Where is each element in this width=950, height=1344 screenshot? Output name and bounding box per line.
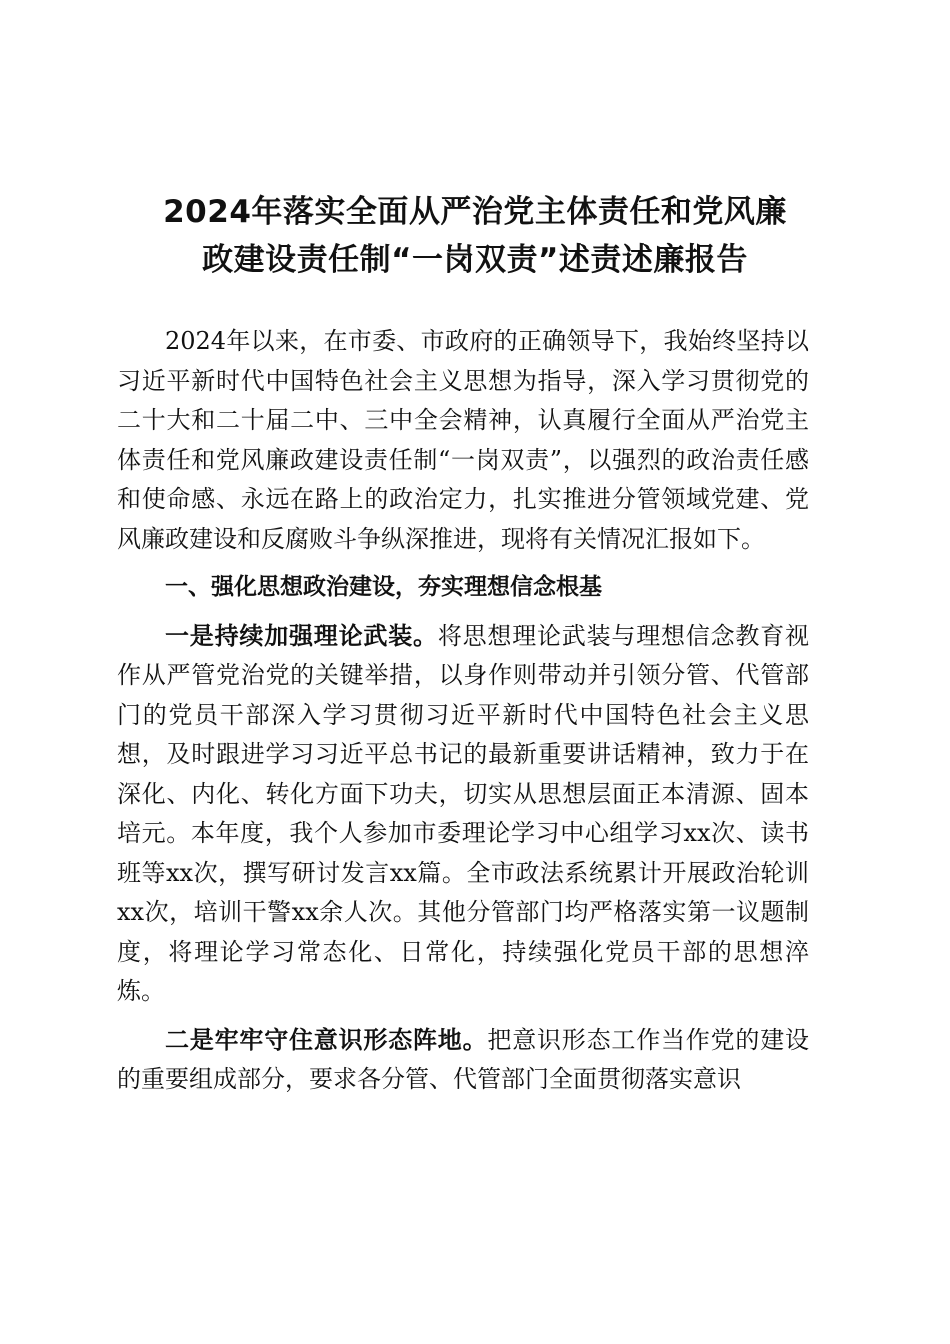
paragraph-text: 将思想理论武装与理想信念教育视作从严管党治党的关键举措，以身作则带动并引领分管、代管部门的党员干部深入学习贯彻习近平新时代中国特色社会主义思想，及时跟进学习习近平总书记的最新重要讲话精神，致力于在深化、内化、转化方面下功夫，切实从思想层面正本清源、固本培元。本年度，我个人参加市委理论学习中心组学习xx次、读书班等xx次，撰写研讨发言xx篇。全市政法系统累计开展政治轮训xx次，培训干警xx余人次。其他分管部门均严格落实第一议题制度，将理论学习常态化、日常化，持续强化党员干部的思想淬炼。 (117, 621, 810, 1005)
paragraph-lead: 二是牢牢守住意识形态阵地。 (165, 1025, 488, 1054)
title-line-2: 政建设责任制“一岗双责”述责述廉报告 (202, 242, 748, 278)
document-body (117, 322, 809, 1109)
paragraph-lead: 一是持续加强理论武装。 (165, 621, 438, 650)
document-title (120, 188, 830, 284)
paragraph-text: 把意识形态工作当作党的建设的重要组成部分，要求各分管、代管部门全面贯彻落实意识 (117, 1025, 810, 1093)
paragraph-ideology-front (117, 1021, 809, 1100)
intro-paragraph: 2024年以来，在市委、市政府的正确领导下，我始终坚持以习近平新时代中国特色社会主义思想为指导，深入学习贯彻党的二十大和二十届二中、三中全会精神，认真履行全面从严治党主体责任和党风廉政建设责任制“一岗双责”，以强烈的政治责任感和使命感、永远在路上的政治定力，扎实推进分管领域党建、党风廉政建设和反腐败斗争纵深推进，现将有关情况汇报如下。 (117, 327, 809, 553)
section-heading-1: 一、强化思想政治建设，夯实理想信念根基 (165, 574, 602, 600)
paragraph-theory-study (117, 617, 809, 1012)
title-line-1: 2024年落实全面从严治党主体责任和党风廉 (163, 194, 787, 230)
